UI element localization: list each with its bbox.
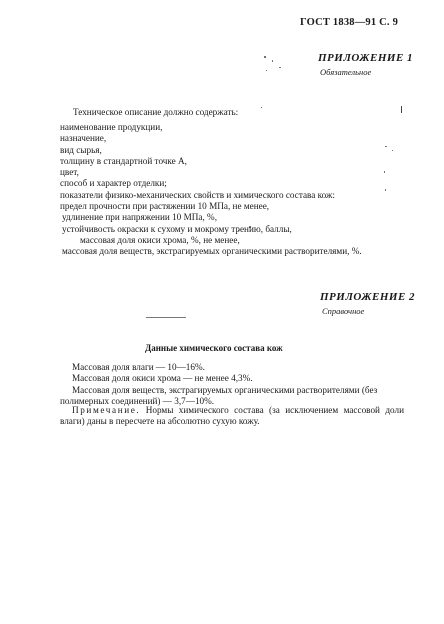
list-item: толщину в стандартной точке А,	[60, 155, 187, 166]
tech-desc-intro: Техническое описание должно содержать:	[73, 107, 239, 117]
scan-speck	[401, 106, 402, 113]
tech-desc-list	[60, 122, 362, 258]
appendix-2-title: ПРИЛОЖЕНИЕ 2	[320, 291, 416, 303]
scan-speck	[264, 56, 266, 58]
composition-item: Массовая доля веществ, экстрагируемых органическими растворителями (без полимерных соединений) — 3,7—10%.	[60, 384, 378, 406]
scan-speck	[279, 67, 281, 68]
appendix-1-title: ПРИЛОЖЕНИЕ 1	[318, 52, 414, 64]
composition-item: Массовая доля влаги — 10—16%.	[72, 362, 205, 372]
note-text: Нормы химического состава (за исключением массовой доли влаги) даны в пересчете на абсолютно сухую кожу.	[60, 405, 404, 427]
list-item: назначение,	[60, 133, 107, 144]
scan-speck	[385, 146, 387, 147]
scan-speck	[272, 60, 273, 62]
list-item: показатели физико-механических свойств и химического состава кож:	[60, 189, 335, 200]
list-item: наименование продукции,	[60, 122, 163, 132]
list-item: массовая доля веществ, экстрагируемых органическими растворителями, %.	[62, 246, 362, 257]
list-item: удлинение при напряжении 10 МПа, %,	[62, 212, 217, 223]
composition-item: Массовая доля окиси хрома — не менее 4,3%.	[72, 373, 253, 384]
appendix-2-subtitle: Справочное	[322, 306, 365, 316]
list-item: способ и характер отделки;	[60, 178, 167, 189]
list-item: вид сырья,	[60, 144, 102, 155]
composition-values	[60, 362, 400, 407]
note	[60, 405, 404, 428]
section-title: Данные химического состава кож	[145, 343, 283, 353]
note-label: Примечание.	[72, 405, 141, 415]
scan-speck	[266, 70, 267, 71]
scan-speck	[261, 107, 262, 108]
scan-speck	[384, 171, 385, 173]
list-item: устойчивость окраски к сухому и мокрому трению, баллы,	[62, 223, 292, 234]
scan-speck	[385, 189, 386, 191]
list-item: массовая доля окиси хрома, %, не менее,	[80, 234, 240, 245]
list-item: предел прочности при растяжении 10 МПа, не менее,	[60, 201, 270, 212]
appendix-1-subtitle: Обязательное	[320, 67, 372, 77]
page-header: ГОСТ 1838—91 С. 9	[300, 17, 399, 28]
scan-speck	[392, 150, 393, 151]
scan-streak	[146, 317, 186, 318]
list-item: цвет,	[60, 167, 79, 178]
